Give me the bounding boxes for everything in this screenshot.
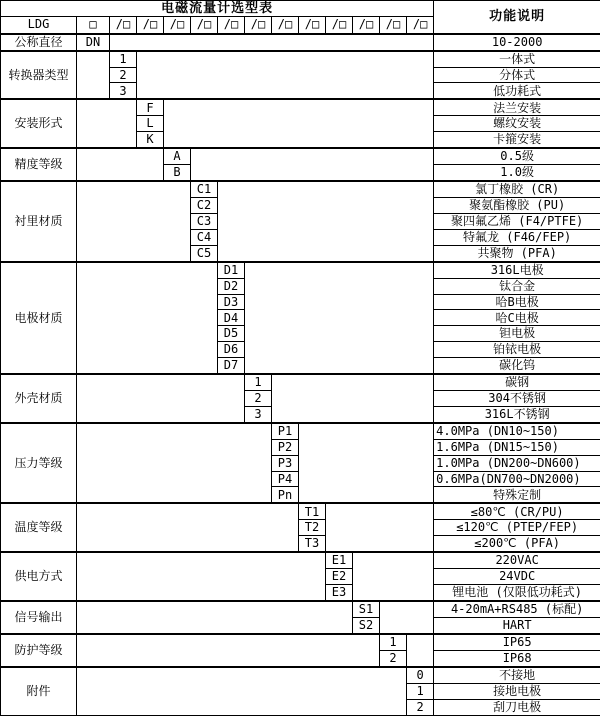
code-pressure-class-P3: P3 [272, 455, 299, 471]
code-signal-output-S1: S1 [353, 601, 380, 617]
desc-electrode-material-3: 哈C电极 [434, 310, 600, 326]
model-code-slot: /□ [218, 17, 245, 34]
desc-lining-material-1: 聚氨酯橡胶 (PU) [434, 198, 600, 214]
desc-accessories-0: 不接地 [434, 667, 600, 683]
selection-area-empty [137, 51, 434, 100]
desc-temperature-class-2: ≤200℃ (PFA) [434, 536, 600, 552]
code-housing-material-1: 1 [245, 374, 272, 390]
desc-accessories-1: 接地电极 [434, 683, 600, 699]
selection-area-empty [77, 601, 353, 634]
selection-area-empty [77, 374, 245, 423]
selection-area-empty [245, 262, 434, 374]
desc-lining-material-3: 特氟龙 (F46/FEP) [434, 229, 600, 245]
code-accessories-0: 0 [407, 667, 434, 683]
desc-pressure-class-2: 1.0MPa (DN200~DN600) [434, 455, 600, 471]
section-label-signal-output: 信号输出 [1, 601, 77, 634]
code-lining-material-C2: C2 [191, 198, 218, 214]
code-accessories-1: 1 [407, 683, 434, 699]
code-pressure-class-P2: P2 [272, 439, 299, 455]
selection-area-empty [380, 601, 434, 634]
selection-area-empty [77, 262, 218, 374]
code-housing-material-2: 2 [245, 390, 272, 406]
selection-area-empty [77, 51, 110, 100]
section-label-pressure-class: 压力等级 [1, 423, 77, 504]
selection-area-empty [407, 634, 434, 667]
selection-area-empty [326, 503, 434, 552]
desc-lining-material-4: 共聚物 (PFA) [434, 245, 600, 261]
selection-area-empty [77, 423, 272, 504]
desc-installation-type-0: 法兰安装 [434, 99, 600, 115]
code-electrode-material-D4: D4 [218, 310, 245, 326]
desc-temperature-class-1: ≤120℃ (PTEP/FEP) [434, 520, 600, 536]
code-converter-type-1: 1 [110, 51, 137, 67]
selection-area-empty [77, 667, 407, 716]
section-label-accessories: 附件 [1, 667, 77, 716]
desc-accessories-2: 刮刀电极 [434, 699, 600, 715]
desc-installation-type-1: 螺纹安装 [434, 116, 600, 132]
code-electrode-material-D7: D7 [218, 358, 245, 374]
code-electrode-material-D2: D2 [218, 278, 245, 294]
code-signal-output-S2: S2 [353, 617, 380, 633]
code-converter-type-3: 3 [110, 83, 137, 99]
model-code-slot: /□ [137, 17, 164, 34]
code-temperature-class-T3: T3 [299, 536, 326, 552]
desc-pressure-class-3: 0.6MPa(DN700~DN2000) [434, 471, 600, 487]
desc-nominal-diameter-0: 10-2000 [434, 34, 600, 51]
model-code-slot: /□ [299, 17, 326, 34]
code-temperature-class-T2: T2 [299, 520, 326, 536]
code-converter-type-2: 2 [110, 67, 137, 83]
model-code-slot: /□ [326, 17, 353, 34]
code-power-supply-E3: E3 [326, 585, 353, 601]
selection-area-empty [77, 634, 380, 667]
desc-lining-material-2: 聚四氟乙烯 (F4/PTFE) [434, 213, 600, 229]
section-label-installation-type: 安装形式 [1, 99, 77, 148]
desc-converter-type-1: 分体式 [434, 67, 600, 83]
code-power-supply-E1: E1 [326, 552, 353, 568]
code-electrode-material-D1: D1 [218, 262, 245, 278]
selection-area-empty [218, 181, 434, 262]
desc-pressure-class-4: 特殊定制 [434, 487, 600, 503]
model-code-slot: /□ [272, 17, 299, 34]
code-electrode-material-D3: D3 [218, 294, 245, 310]
desc-housing-material-1: 304不锈钢 [434, 390, 600, 406]
model-code-slot: /□ [245, 17, 272, 34]
desc-converter-type-2: 低功耗式 [434, 83, 600, 99]
selection-area-empty [299, 423, 434, 504]
selection-area-empty [272, 374, 434, 423]
desc-lining-material-0: 氯丁橡胶 (CR) [434, 181, 600, 197]
model-code-box: □ [77, 17, 110, 34]
code-power-supply-E2: E2 [326, 569, 353, 585]
desc-signal-output-1: HART [434, 617, 600, 633]
desc-electrode-material-2: 哈B电极 [434, 294, 600, 310]
section-label-temperature-class: 温度等级 [1, 503, 77, 552]
code-electrode-material-D6: D6 [218, 342, 245, 358]
model-code-slot: /□ [353, 17, 380, 34]
desc-housing-material-2: 316L不锈钢 [434, 406, 600, 422]
code-pressure-class-P1: P1 [272, 423, 299, 439]
desc-protection-class-1: IP68 [434, 650, 600, 666]
code-protection-class-2: 2 [380, 650, 407, 666]
table-title: 电磁流量计选型表 [1, 1, 434, 17]
selection-area-empty [353, 552, 434, 601]
code-protection-class-1: 1 [380, 634, 407, 650]
desc-power-supply-0: 220VAC [434, 552, 600, 568]
section-label-nominal-diameter: 公称直径 [1, 34, 77, 51]
code-lining-material-C5: C5 [191, 245, 218, 261]
selection-area-empty [77, 503, 299, 552]
desc-pressure-class-1: 1.6MPa (DN15~150) [434, 439, 600, 455]
model-code-slot: /□ [380, 17, 407, 34]
code-housing-material-3: 3 [245, 406, 272, 422]
desc-electrode-material-4: 钽电极 [434, 326, 600, 342]
selection-area-empty [164, 99, 434, 148]
code-nominal-diameter-DN: DN [77, 34, 110, 51]
code-electrode-material-D5: D5 [218, 326, 245, 342]
code-installation-type-F: F [137, 99, 164, 115]
code-installation-type-L: L [137, 116, 164, 132]
desc-accuracy-class-1: 1.0级 [434, 165, 600, 181]
function-column-header: 功能说明 [434, 1, 600, 34]
desc-power-supply-2: 锂电池 (仅限低功耗式) [434, 585, 600, 601]
code-pressure-class-P4: P4 [272, 471, 299, 487]
model-code-slot: /□ [110, 17, 137, 34]
desc-converter-type-0: 一体式 [434, 51, 600, 67]
desc-electrode-material-5: 铂铱电极 [434, 342, 600, 358]
desc-housing-material-0: 碳钢 [434, 374, 600, 390]
code-accuracy-class-B: B [164, 165, 191, 181]
selection-area-empty [77, 148, 164, 181]
desc-pressure-class-0: 4.0MPa (DN10~150) [434, 423, 600, 439]
code-lining-material-C3: C3 [191, 213, 218, 229]
selection-area-empty [77, 181, 191, 262]
desc-protection-class-0: IP65 [434, 634, 600, 650]
desc-accuracy-class-0: 0.5级 [434, 148, 600, 164]
code-temperature-class-T1: T1 [299, 503, 326, 519]
selection-area-empty [110, 34, 434, 51]
code-lining-material-C1: C1 [191, 181, 218, 197]
section-label-accuracy-class: 精度等级 [1, 148, 77, 181]
code-installation-type-K: K [137, 132, 164, 148]
code-accessories-2: 2 [407, 699, 434, 715]
model-code-slot: /□ [407, 17, 434, 34]
section-label-converter-type: 转换器类型 [1, 51, 77, 100]
desc-electrode-material-0: 316L电极 [434, 262, 600, 278]
desc-electrode-material-1: 钛合金 [434, 278, 600, 294]
desc-installation-type-2: 卡箍安装 [434, 132, 600, 148]
model-code-slot: /□ [164, 17, 191, 34]
selection-area-empty [191, 148, 434, 181]
code-accuracy-class-A: A [164, 148, 191, 164]
model-prefix-label: LDG [1, 17, 77, 34]
selection-area-empty [77, 99, 137, 148]
section-label-power-supply: 供电方式 [1, 552, 77, 601]
code-pressure-class-Pn: Pn [272, 487, 299, 503]
code-lining-material-C4: C4 [191, 229, 218, 245]
section-label-electrode-material: 电极材质 [1, 262, 77, 374]
desc-temperature-class-0: ≤80℃ (CR/PU) [434, 503, 600, 519]
model-code-slot: /□ [191, 17, 218, 34]
selection-area-empty [77, 552, 326, 601]
desc-power-supply-1: 24VDC [434, 569, 600, 585]
section-label-housing-material: 外壳材质 [1, 374, 77, 423]
section-label-protection-class: 防护等级 [1, 634, 77, 667]
desc-electrode-material-6: 碳化钨 [434, 358, 600, 374]
section-label-lining-material: 衬里材质 [1, 181, 77, 262]
desc-signal-output-0: 4-20mA+RS485 (标配) [434, 601, 600, 617]
